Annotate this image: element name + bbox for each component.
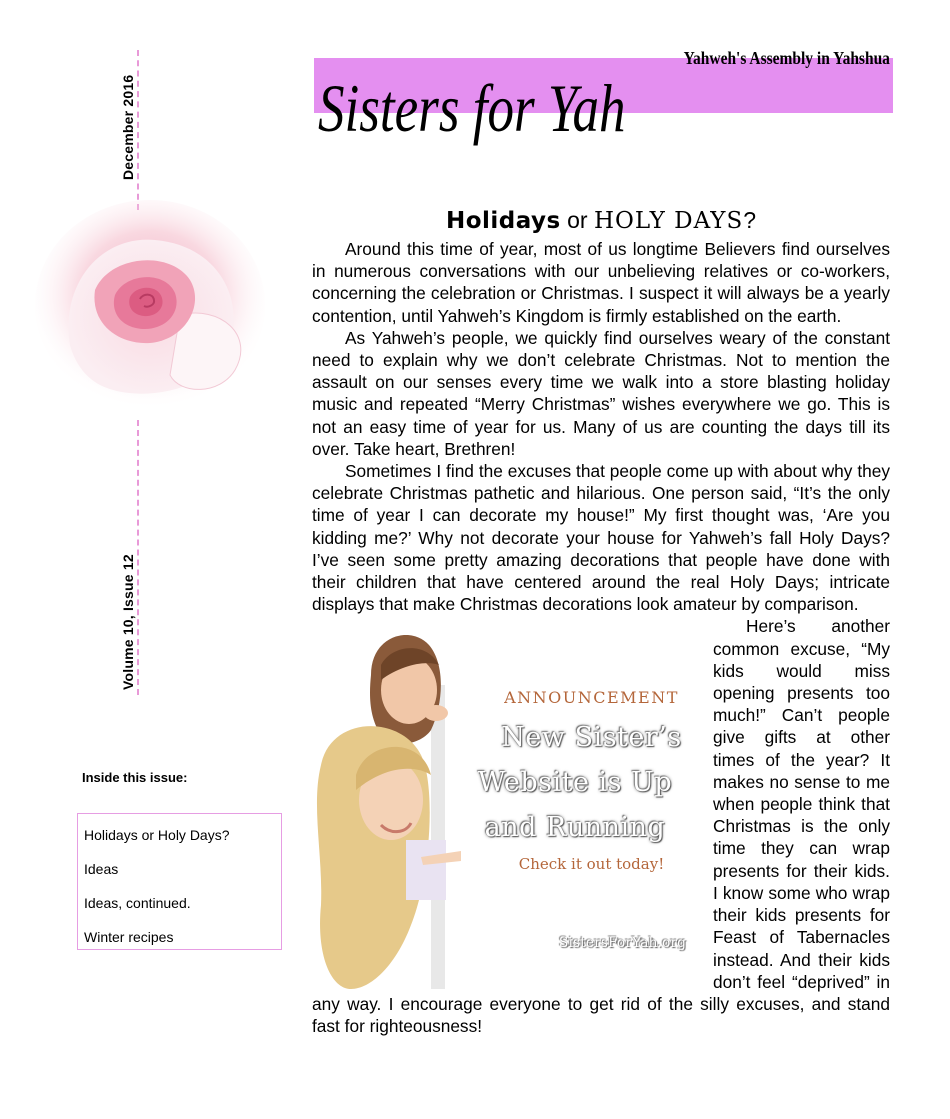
announcement-image: [311, 625, 705, 989]
headline-part: Holidays: [445, 208, 561, 234]
article-paragraph: [312, 615, 890, 1037]
article-paragraph: Around this time of year, most of us longtime Believers find ourselves in numerous conversations with our unbelieving relatives or co-workers, concerning the celebration or Christmas. I suspect it will always be a yearly contention, until Yahweh’s Kingdom is firmly established on the earth.: [312, 239, 890, 326]
announcement-headline: New Sister’s Website is Up and Running: [477, 722, 682, 844]
announcement-label: ANNOUNCEMENT: [504, 688, 679, 708]
toc-box: [77, 813, 282, 950]
headline-part: or: [560, 207, 594, 233]
toc-item[interactable]: Ideas, continued.: [84, 895, 191, 911]
announcement-cta: Check it out today!: [518, 855, 665, 874]
publisher-name: Yahweh's Assembly in Yahshua: [683, 48, 890, 68]
article-body: [312, 238, 890, 1037]
article-paragraph: As Yahweh’s people, we quickly find ourselves weary of the constant need to explain why we don’t celebrate Christmas. Not to mention the assault on our senses every time we walk into a store blasting holiday music and repeated “Merry Christmas” wishes everywhere we go. This is not an easy time of year for us. Many of us are counting the days till its over. Take heart, Brethren!: [312, 327, 890, 459]
volume-issue: Volume 10, Issue 12: [120, 554, 136, 690]
article-paragraph: Sometimes I find the excuses that people come up with about why they celebrate Christmas pathetic and hilarious. One person said, “It’s the only time of year I can decorate my house!” My first thought was, ‘Are you kidding me?’ Why not decorate your house for Yahweh’s fall Holy Days? I’ve seen some pretty amazing decorations that people have done with their children that have centered around the real Holy Days; intricate displays that make Christmas decorations look amateur by comparison.: [312, 461, 890, 615]
headline-part: ?: [743, 207, 757, 233]
divider-bottom: [137, 420, 139, 695]
newsletter-title: Sisters for Yah: [318, 70, 626, 146]
headline-part: HOLY DAYS: [593, 208, 744, 234]
announcement-url[interactable]: SistersForYah.org: [558, 935, 687, 952]
rose-icon: [30, 195, 270, 425]
article-paragraph-text: Here’s another common excuse, “My kids would miss opening presents too much!” Can’t people give gifts at other times of the year? It makes no sense to me when people think that Christmas is the only time they can wrap presents for their kids. I know some who wrap their kids presents for Feast of Tabernacles instead. And their kids don’t feel “deprived” in any way. I encourage everyone to get rid of the silly excuses, and stand fast for righteousness!: [312, 616, 890, 1037]
inside-issue-heading: Inside this issue:: [82, 770, 188, 785]
divider-top: [137, 50, 139, 210]
toc-item[interactable]: Winter recipes: [84, 929, 174, 945]
article-headline: [312, 205, 890, 236]
announcement-ad[interactable]: [311, 625, 705, 989]
toc-item[interactable]: Ideas: [84, 861, 119, 877]
issue-date: December 2016: [120, 74, 136, 180]
toc-item[interactable]: Holidays or Holy Days?: [84, 827, 230, 843]
